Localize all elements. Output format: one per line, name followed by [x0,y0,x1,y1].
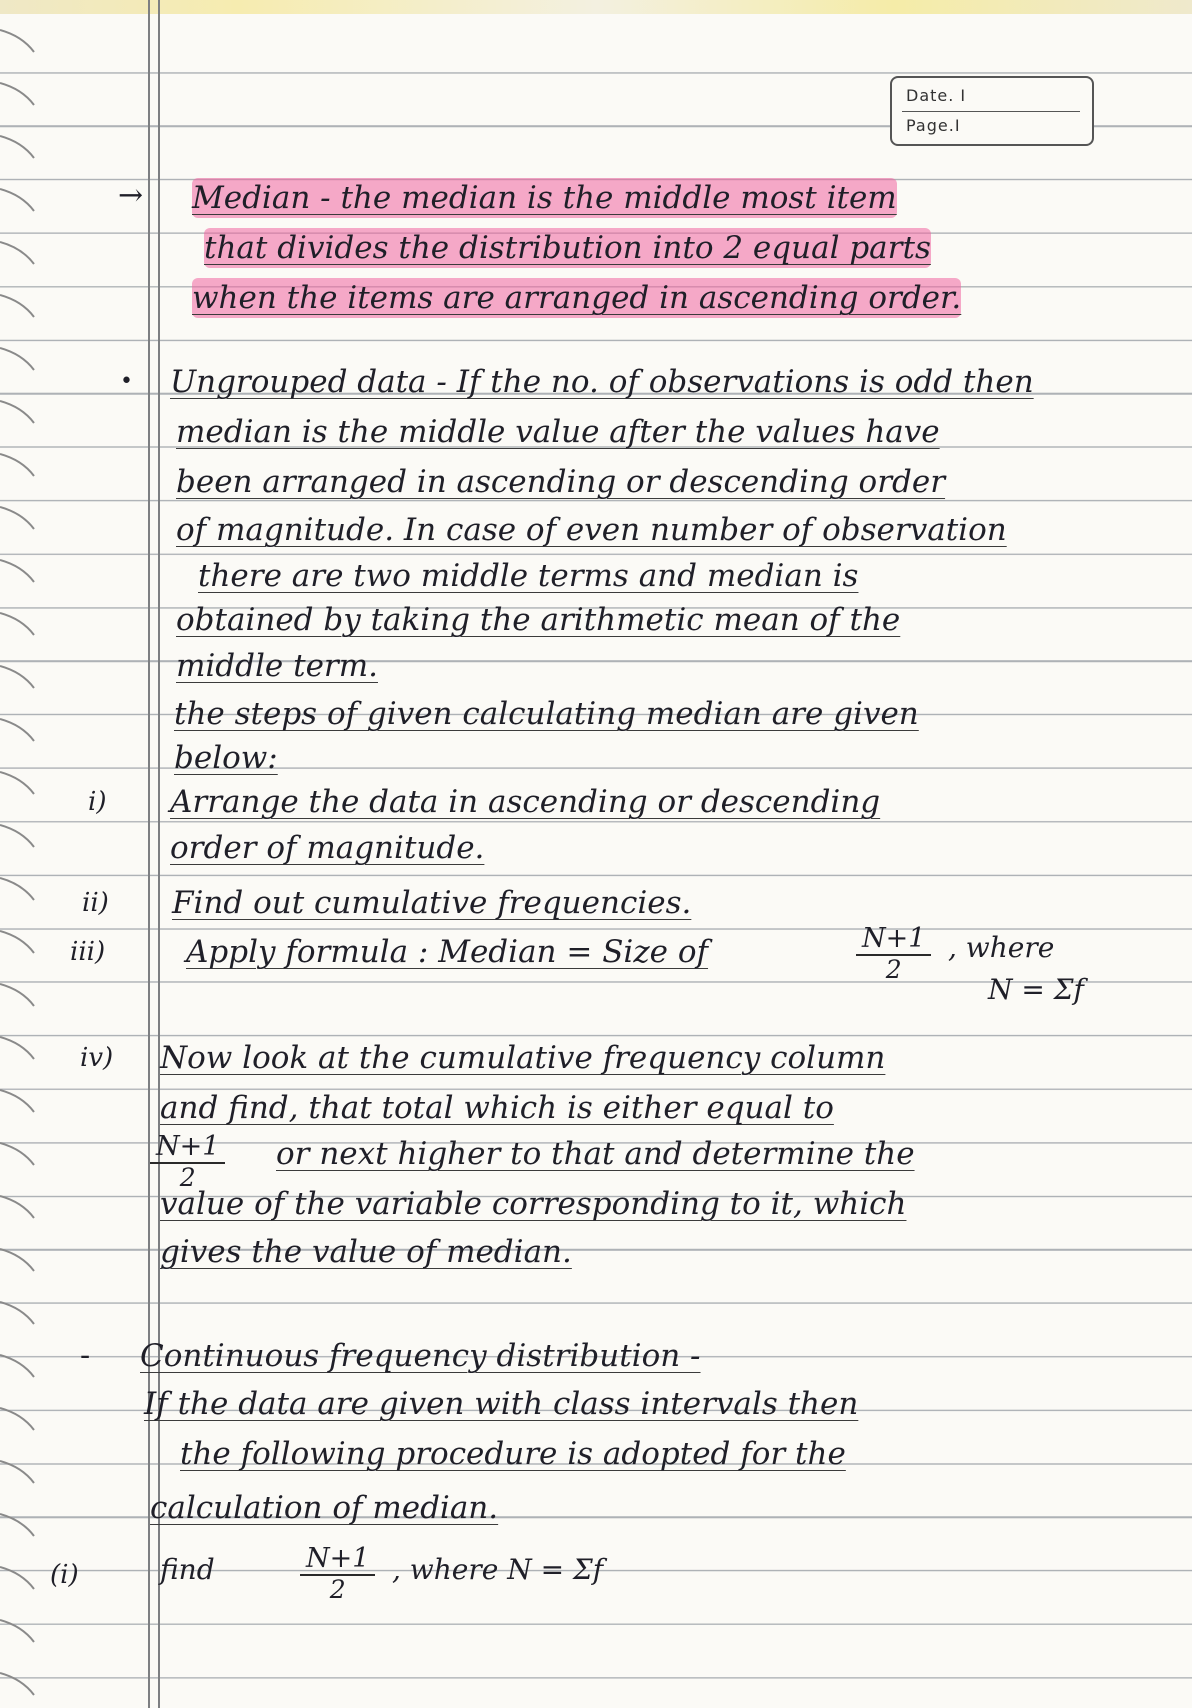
fraction-n-plus-1-over-2 [856,924,931,984]
date-label: Date. I [906,86,967,105]
ungrouped-line: middle term. [176,648,378,684]
step-iii-suffix: , where [948,931,1055,964]
fraction-denominator: 2 [329,1575,346,1604]
cont-step-marker-i: (i) [50,1560,79,1590]
step-i-line: order of magnitude. [170,830,485,866]
ungrouped-line: of magnitude. In case of even number of observation [176,512,1007,548]
continuous-line: calculation of median. [150,1490,499,1526]
ungrouped-line: the steps of given calculating median are given [174,696,919,732]
fraction-denominator: 2 [885,955,902,984]
step-marker-iv: iv) [80,1043,114,1073]
fraction-numerator: N+1 [150,1132,225,1164]
continuous-line: the following procedure is adopted for the [180,1436,846,1472]
arrow-marker: → [118,178,144,213]
median-def-line: when the items are arranged in ascending order. [192,280,962,316]
ungrouped-line: median is the middle value after the values have [176,414,940,450]
step-iii-formula: Apply formula : Median = Size of [186,934,709,970]
ungrouped-line: there are two middle terms and median is [198,558,859,594]
step-iv-line: and find, that total which is either equal to [160,1090,834,1126]
step-iv-line: or next higher to that and determine the [276,1136,915,1172]
step-marker-iii: iii) [70,937,106,967]
dash-marker: - [80,1338,91,1373]
n-definition: N = Σf [988,973,1084,1006]
step-i-line: Arrange the data in ascending or descending [170,784,881,820]
step-iv-line: gives the value of median. [160,1234,572,1270]
step-marker-i: i) [88,787,107,817]
step-iv-line: Now look at the cumulative frequency column [160,1040,886,1076]
continuous-line: Continuous frequency distribution - [140,1338,701,1374]
continuous-line: If the data are given with class intervals then [144,1386,859,1422]
fraction-n-plus-1-over-2 [150,1132,225,1192]
ungrouped-line: Ungrouped data - If the no. of observations is odd then [170,364,1034,400]
step-marker-ii: ii) [82,888,109,918]
fraction-numerator: N+1 [300,1544,375,1576]
step-iv-line: value of the variable corresponding to it, which [160,1186,907,1222]
ungrouped-line: obtained by taking the arithmetic mean of the [176,602,901,638]
bullet-marker: • [120,369,133,394]
fraction-denominator: 2 [179,1163,196,1192]
fraction-n-plus-1-over-2 [300,1544,375,1604]
ungrouped-line: been arranged in ascending or descending order [176,464,946,500]
cont-step-prefix: find [160,1553,215,1586]
median-def-line: Median - the median is the middle most item [192,180,897,216]
fraction-numerator: N+1 [856,924,931,956]
ungrouped-line: below: [174,740,278,776]
cont-step-suffix: , where N = Σf [392,1553,604,1586]
median-def-line: that divides the distribution into 2 equal parts [204,230,931,266]
step-ii-line: Find out cumulative frequencies. [172,885,692,921]
page-label: Page.I [906,116,961,135]
